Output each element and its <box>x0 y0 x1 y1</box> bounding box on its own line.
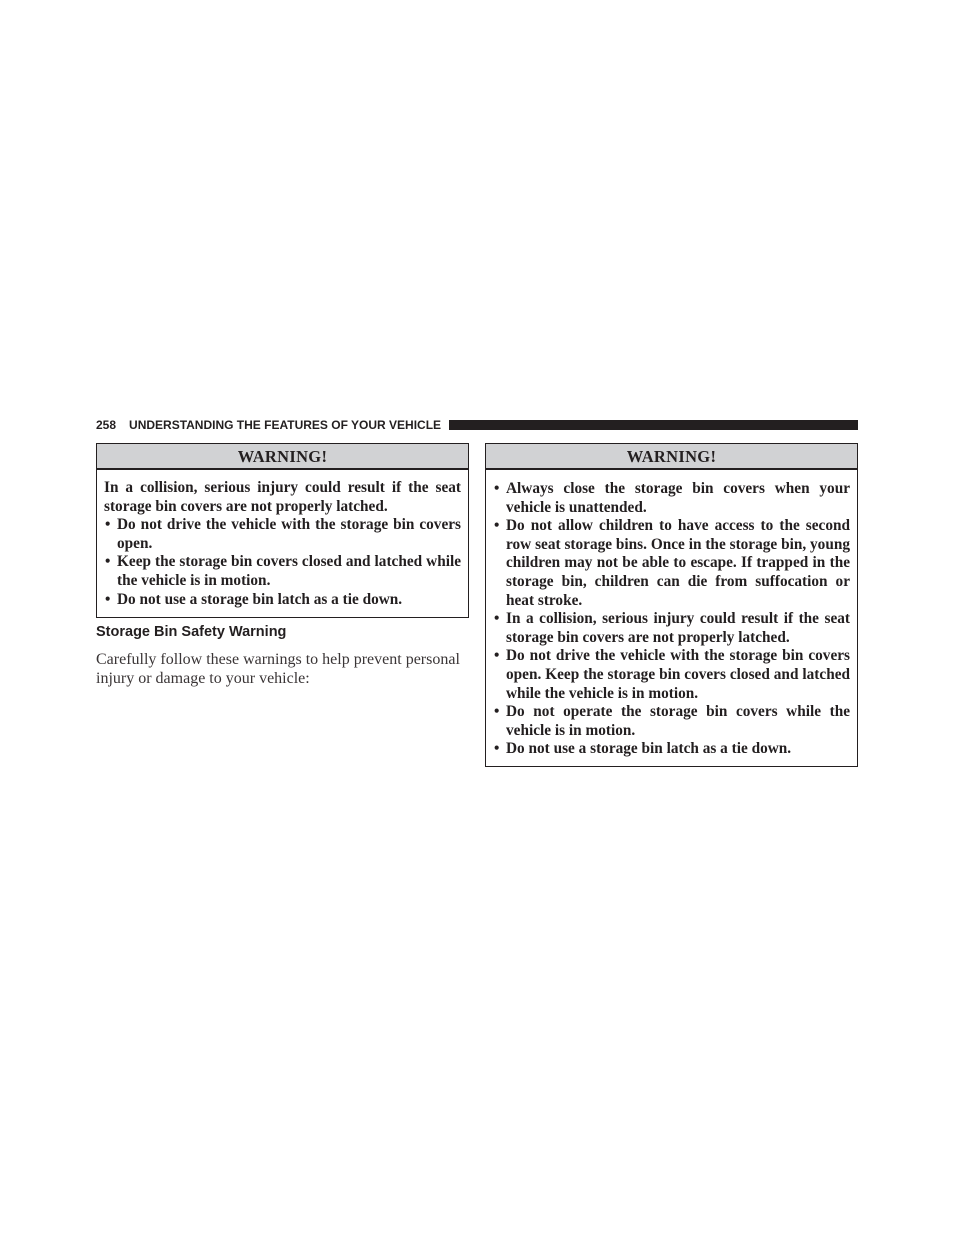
warning-bullet: • Always close the storage bin covers when your vehicle is unattended. <box>494 480 850 516</box>
page-header <box>96 417 858 433</box>
bullet-glyph: • <box>105 516 111 534</box>
warning-title: WARNING! <box>97 444 468 470</box>
warning-bullet: • Do not allow children to have access to the second row seat storage bins. Once in the storage bin, young children may not be able to escape. If trapped in the storage bin, children can die from suffocation or heat stroke. <box>494 517 850 609</box>
warning-bullet: • Do not drive the vehicle with the storage bin covers open. Keep the storage bin covers closed and latched while the vehicle is in motion. <box>494 647 850 702</box>
section-subheading: Storage Bin Safety Warning <box>96 624 287 640</box>
warning-title: WARNING! <box>486 444 857 470</box>
bullet-glyph: • <box>494 647 500 665</box>
warning-box-right <box>485 443 858 767</box>
warning-bullet: • Keep the storage bin covers closed and latched while the vehicle is in motion. <box>105 553 461 589</box>
bullet-glyph: • <box>105 553 111 571</box>
warning-bullet: • Do not operate the storage bin covers while the vehicle is in motion. <box>494 703 850 739</box>
warning-list <box>104 516 461 609</box>
bullet-glyph: • <box>494 703 500 721</box>
header-rule <box>449 420 858 430</box>
warning-bullet: • Do not drive the vehicle with the storage bin covers open. <box>105 516 461 552</box>
warning-bullet: • Do not use a storage bin latch as a tie down. <box>105 590 403 608</box>
page-number: 258 <box>96 418 117 432</box>
warning-intro: In a collision, serious injury could result if the seat storage bin covers are not properly latched. <box>104 479 461 515</box>
bullet-glyph: • <box>494 610 500 628</box>
warning-box-left <box>96 443 469 618</box>
body-paragraph: Carefully follow these warnings to help prevent personal injury or damage to your vehicle: <box>96 651 460 688</box>
section-title: UNDERSTANDING THE FEATURES OF YOUR VEHICLE <box>129 418 442 432</box>
warning-list <box>493 480 850 759</box>
bullet-glyph: • <box>494 480 500 497</box>
warning-bullet: • In a collision, serious injury could result if the seat storage bin covers are not properly latched. <box>494 610 850 646</box>
warning-bullet: • Do not use a storage bin latch as a tie down. <box>494 740 792 758</box>
bullet-glyph: • <box>494 517 500 535</box>
bullet-glyph: • <box>105 590 111 608</box>
bullet-glyph: • <box>494 740 500 758</box>
